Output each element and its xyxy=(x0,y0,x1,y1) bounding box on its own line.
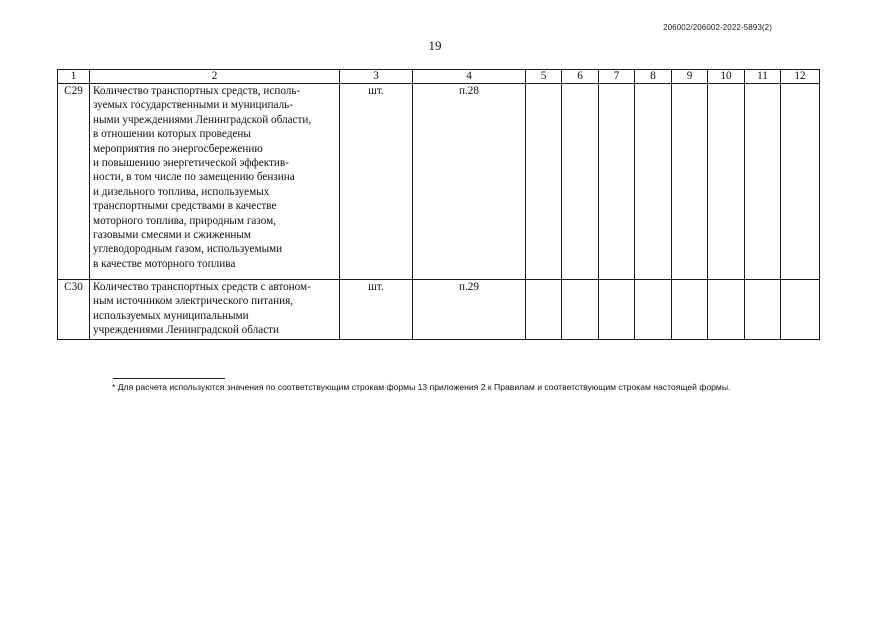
name-line: зуемых государственными и муниципаль- xyxy=(93,99,293,112)
column-header: 10 xyxy=(708,70,745,84)
name-line: транспортными средствами в качестве xyxy=(93,200,277,213)
form-table xyxy=(57,69,820,340)
column-header: 12 xyxy=(781,70,820,84)
value-cell xyxy=(635,280,672,340)
row-unit: шт. xyxy=(340,84,413,280)
column-header: 4 xyxy=(413,70,526,84)
value-cell xyxy=(781,84,820,280)
page-number: 19 xyxy=(428,38,442,53)
value-cell xyxy=(672,84,708,280)
name-line: газовыми смесями и сжиженным xyxy=(93,229,252,242)
value-cell xyxy=(635,84,672,280)
row-reference: п.29 xyxy=(413,280,526,340)
value-cell xyxy=(745,280,781,340)
name-line: и повышению энергетической эффектив- xyxy=(93,157,289,170)
value-cell xyxy=(708,280,745,340)
name-line: Количество транспортных средств, исполь- xyxy=(93,85,301,97)
table-row xyxy=(58,280,820,340)
value-cell xyxy=(526,84,562,280)
name-line: используемых муниципальными xyxy=(93,309,249,322)
value-cell xyxy=(599,280,635,340)
name-line: мероприятия по энергосбережению xyxy=(93,142,263,155)
name-line: в отношении которых проведены xyxy=(93,128,251,141)
name-line: в качестве моторного топлива xyxy=(93,257,236,270)
name-line: и дизельного топлива, используемых xyxy=(93,185,270,198)
column-header: 8 xyxy=(635,70,672,84)
row-unit: шт. xyxy=(340,280,413,340)
column-header: 1 xyxy=(58,70,90,84)
name-line: углеводородным газом, используемыми xyxy=(93,243,283,256)
column-number-row xyxy=(58,70,820,84)
value-cell xyxy=(708,84,745,280)
row-name xyxy=(90,280,340,340)
column-header: 5 xyxy=(526,70,562,84)
value-cell xyxy=(526,280,562,340)
column-header: 7 xyxy=(599,70,635,84)
value-cell xyxy=(781,280,820,340)
row-code: С29 xyxy=(58,84,90,280)
name-line: учреждениями Ленинградской области xyxy=(93,324,280,337)
value-cell xyxy=(599,84,635,280)
name-line: ными учреждениями Ленинградской области, xyxy=(93,113,312,126)
name-line: моторного топлива, природным газом, xyxy=(93,214,276,227)
value-cell xyxy=(562,280,599,340)
value-cell xyxy=(562,84,599,280)
table-row xyxy=(58,84,820,280)
column-header: 6 xyxy=(562,70,599,84)
column-header: 3 xyxy=(340,70,413,84)
row-reference: п.28 xyxy=(413,84,526,280)
value-cell xyxy=(672,280,708,340)
footnote-text: * Для расчета используются значения по соответствующим строкам формы 13 приложения 2 к Правилам и соответствующим строкам настоящей формы. xyxy=(112,382,731,392)
name-line: ности, в том числе по замещению бензина xyxy=(93,171,295,184)
row-name xyxy=(90,84,340,280)
value-cell xyxy=(745,84,781,280)
column-header: 2 xyxy=(90,70,340,84)
name-line: Количество транспортных средств с автоном- xyxy=(93,281,311,293)
column-header: 11 xyxy=(745,70,781,84)
row-code: С30 xyxy=(58,280,90,340)
footnote-divider xyxy=(113,378,225,379)
document-id: 206002/206002-2022-5893(2) xyxy=(663,23,772,32)
column-header: 9 xyxy=(672,70,708,84)
name-line: ным источником электрического питания, xyxy=(93,295,294,308)
